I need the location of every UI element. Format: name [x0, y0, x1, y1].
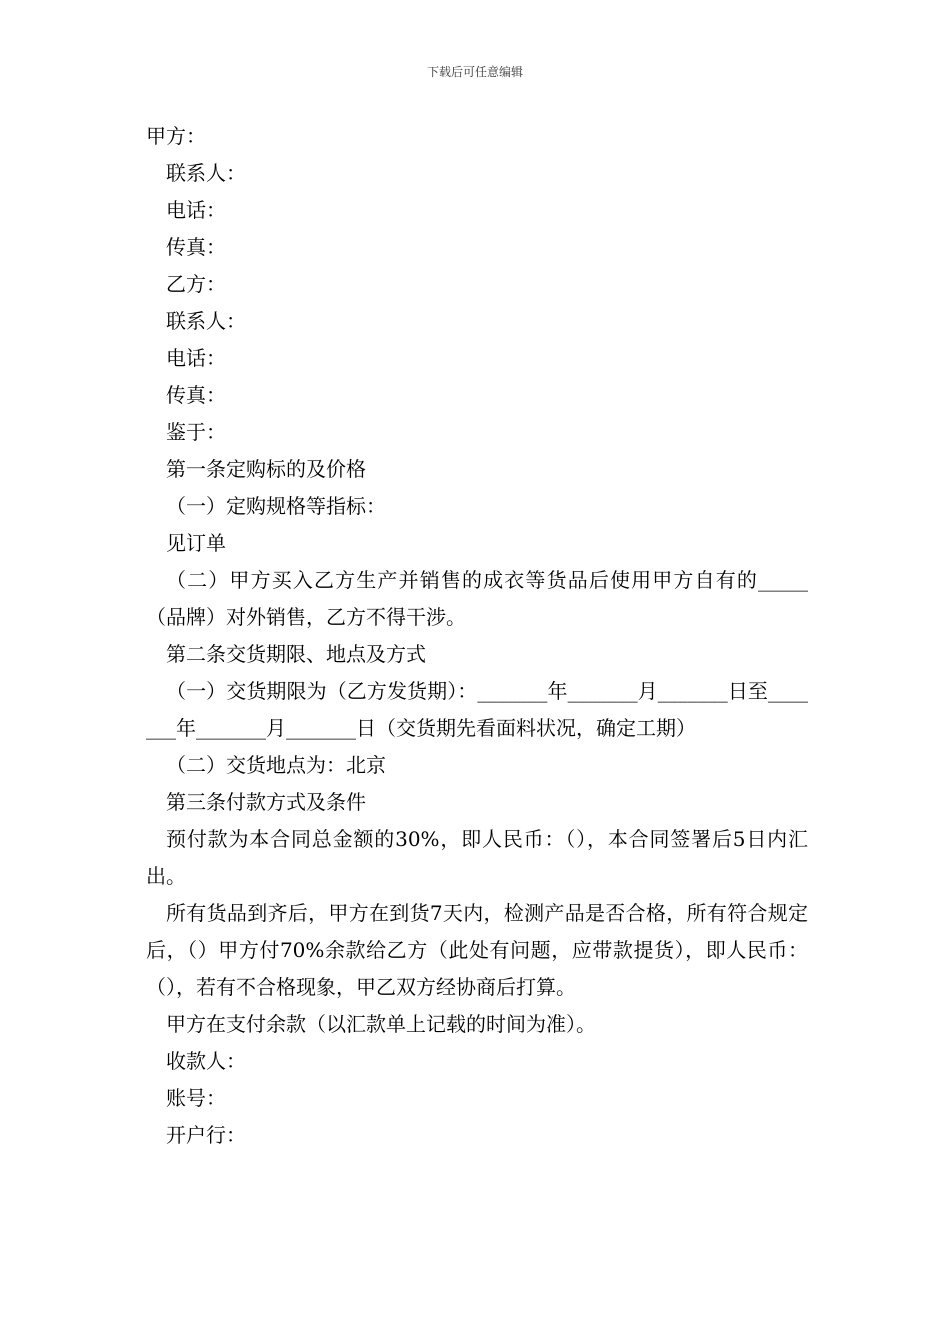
article-3-balance-time: 甲方在支付余款（以汇款单上记载的时间为准）。 [166, 1012, 596, 1036]
article-1-item-1-body: 见订单 [166, 531, 226, 555]
page-header: 下载后可任意编辑 [426, 65, 523, 79]
article-3-prepayment: 预付款为本合同总金额的30%，即人民币：（），本合同签署后5日内汇出。 [146, 827, 808, 888]
party-b-contact: 联系人： [166, 309, 246, 333]
party-a-fax: 传真： [166, 235, 226, 259]
party-b-label: 乙方： [166, 272, 226, 296]
article-1-item-2: （二）甲方买入乙方生产并销售的成衣等货品后使用甲方自有的_____（品牌）对外销售，乙方不得干涉。 [146, 568, 808, 629]
article-2-item-2: （二）交货地点为：北京 [166, 753, 386, 777]
account-number-label: 账号： [166, 1086, 226, 1110]
article-2-heading: 第二条交货期限、地点及方式 [166, 642, 426, 666]
bank-label: 开户行： [166, 1123, 246, 1147]
article-1-heading: 第一条定购标的及价格 [166, 457, 366, 481]
party-b-phone: 电话： [166, 346, 226, 370]
party-b-fax: 传真： [166, 383, 226, 407]
party-a-label: 甲方： [146, 124, 206, 148]
article-2-item-1: （一）交货期限为（乙方发货期）：_______年_______月_______日至_______年_______月_______日（交货期先看面料状况，确定工期） [146, 679, 808, 740]
article-3-balance: 所有货品到齐后，甲方在到货7天内，检测产品是否合格，所有符合规定后，（）甲方付70%余款给乙方（此处有问题，应带款提货），即人民币：（），若有不合格现象，甲乙双方经协商后打算。 [146, 901, 808, 999]
party-a-contact: 联系人： [166, 161, 246, 185]
document-body [146, 118, 808, 1154]
whereas-label: 鉴于： [166, 420, 226, 444]
article-1-item-1: （一）定购规格等指标： [166, 494, 386, 518]
payee-label: 收款人： [166, 1049, 246, 1073]
party-a-phone: 电话： [166, 198, 226, 222]
article-3-heading: 第三条付款方式及条件 [166, 790, 366, 814]
